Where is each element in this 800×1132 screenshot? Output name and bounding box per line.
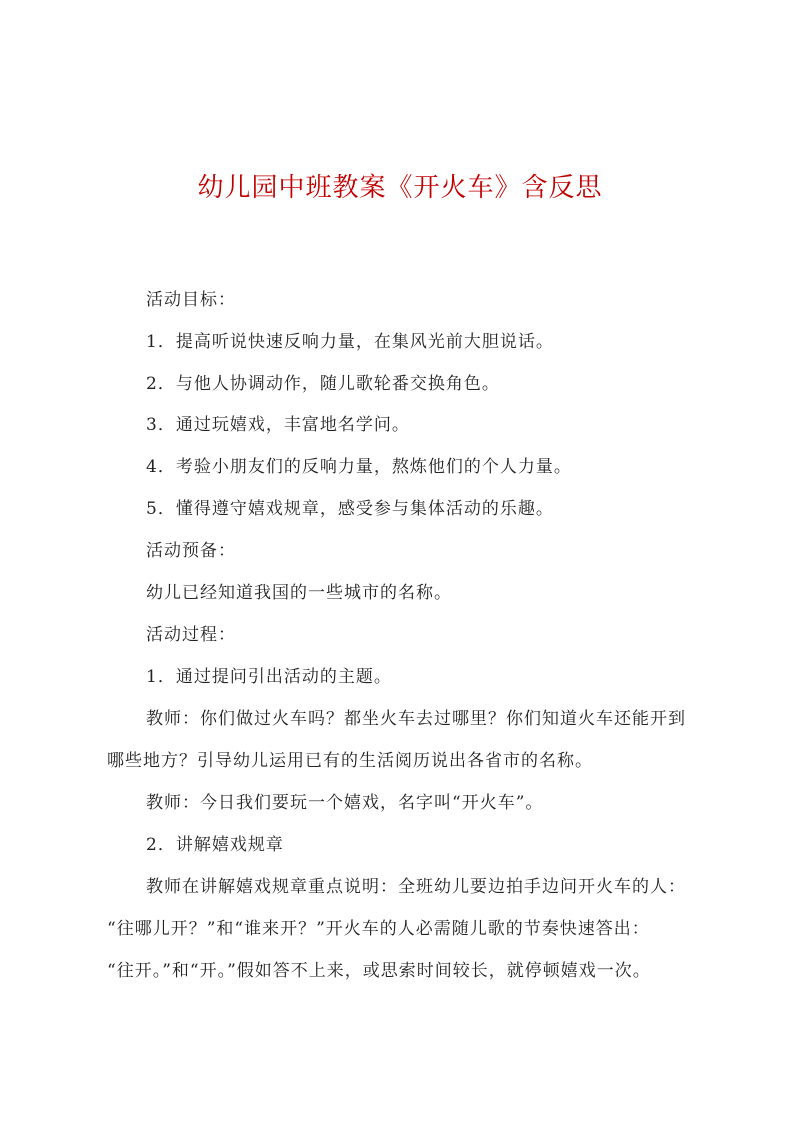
document-title: 幼儿园中班教案《开火车》含反思 bbox=[197, 173, 603, 203]
goal-item-2: 2．与他人协调动作，随儿歌轮番交换角色。 bbox=[146, 374, 500, 394]
rules-line-2: “往哪儿开？”和“谁来开？”开火车的人必需随儿歌的节奏快速答出： bbox=[107, 919, 650, 939]
preparation-text: 幼儿已经知道我国的一些城市的名称。 bbox=[146, 583, 452, 603]
goal-item-5: 5．懂得遵守嬉戏规章，感受参与集体活动的乐趣。 bbox=[146, 499, 554, 519]
process-step-2: 2．讲解嬉戏规章 bbox=[146, 835, 284, 855]
heading-activity-process: 活动过程： bbox=[146, 625, 236, 645]
teacher-announcement: 教师：今日我们要玩一个嬉戏，名字叫“开火车”。 bbox=[146, 793, 544, 813]
process-step-1: 1．通过提问引出活动的主题。 bbox=[146, 667, 392, 687]
goal-item-1: 1．提高听说快速反响力量，在集风光前大胆说话。 bbox=[146, 332, 554, 352]
teacher-question-line-1: 教师：你们做过火车吗？都坐火车去过哪里？你们知道火车还能开到 bbox=[146, 709, 686, 729]
rules-line-3: “往开。”和“开。”假如答不上来，或思索时间较长，就停顿嬉戏一次。 bbox=[107, 961, 651, 981]
goal-item-3: 3．通过玩嬉戏，丰富地名学问。 bbox=[146, 415, 410, 435]
teacher-question-line-2: 哪些地方？引导幼儿运用已有的生活阅历说出各省市的名称。 bbox=[107, 751, 593, 771]
heading-activity-preparation: 活动预备： bbox=[146, 541, 236, 561]
rules-line-1: 教师在讲解嬉戏规章重点说明：全班幼儿要边拍手边问开火车的人： bbox=[146, 877, 686, 897]
goal-item-4: 4．考验小朋友们的反响力量，熬炼他们的个人力量。 bbox=[146, 457, 572, 477]
heading-activity-goals: 活动目标： bbox=[146, 290, 236, 310]
